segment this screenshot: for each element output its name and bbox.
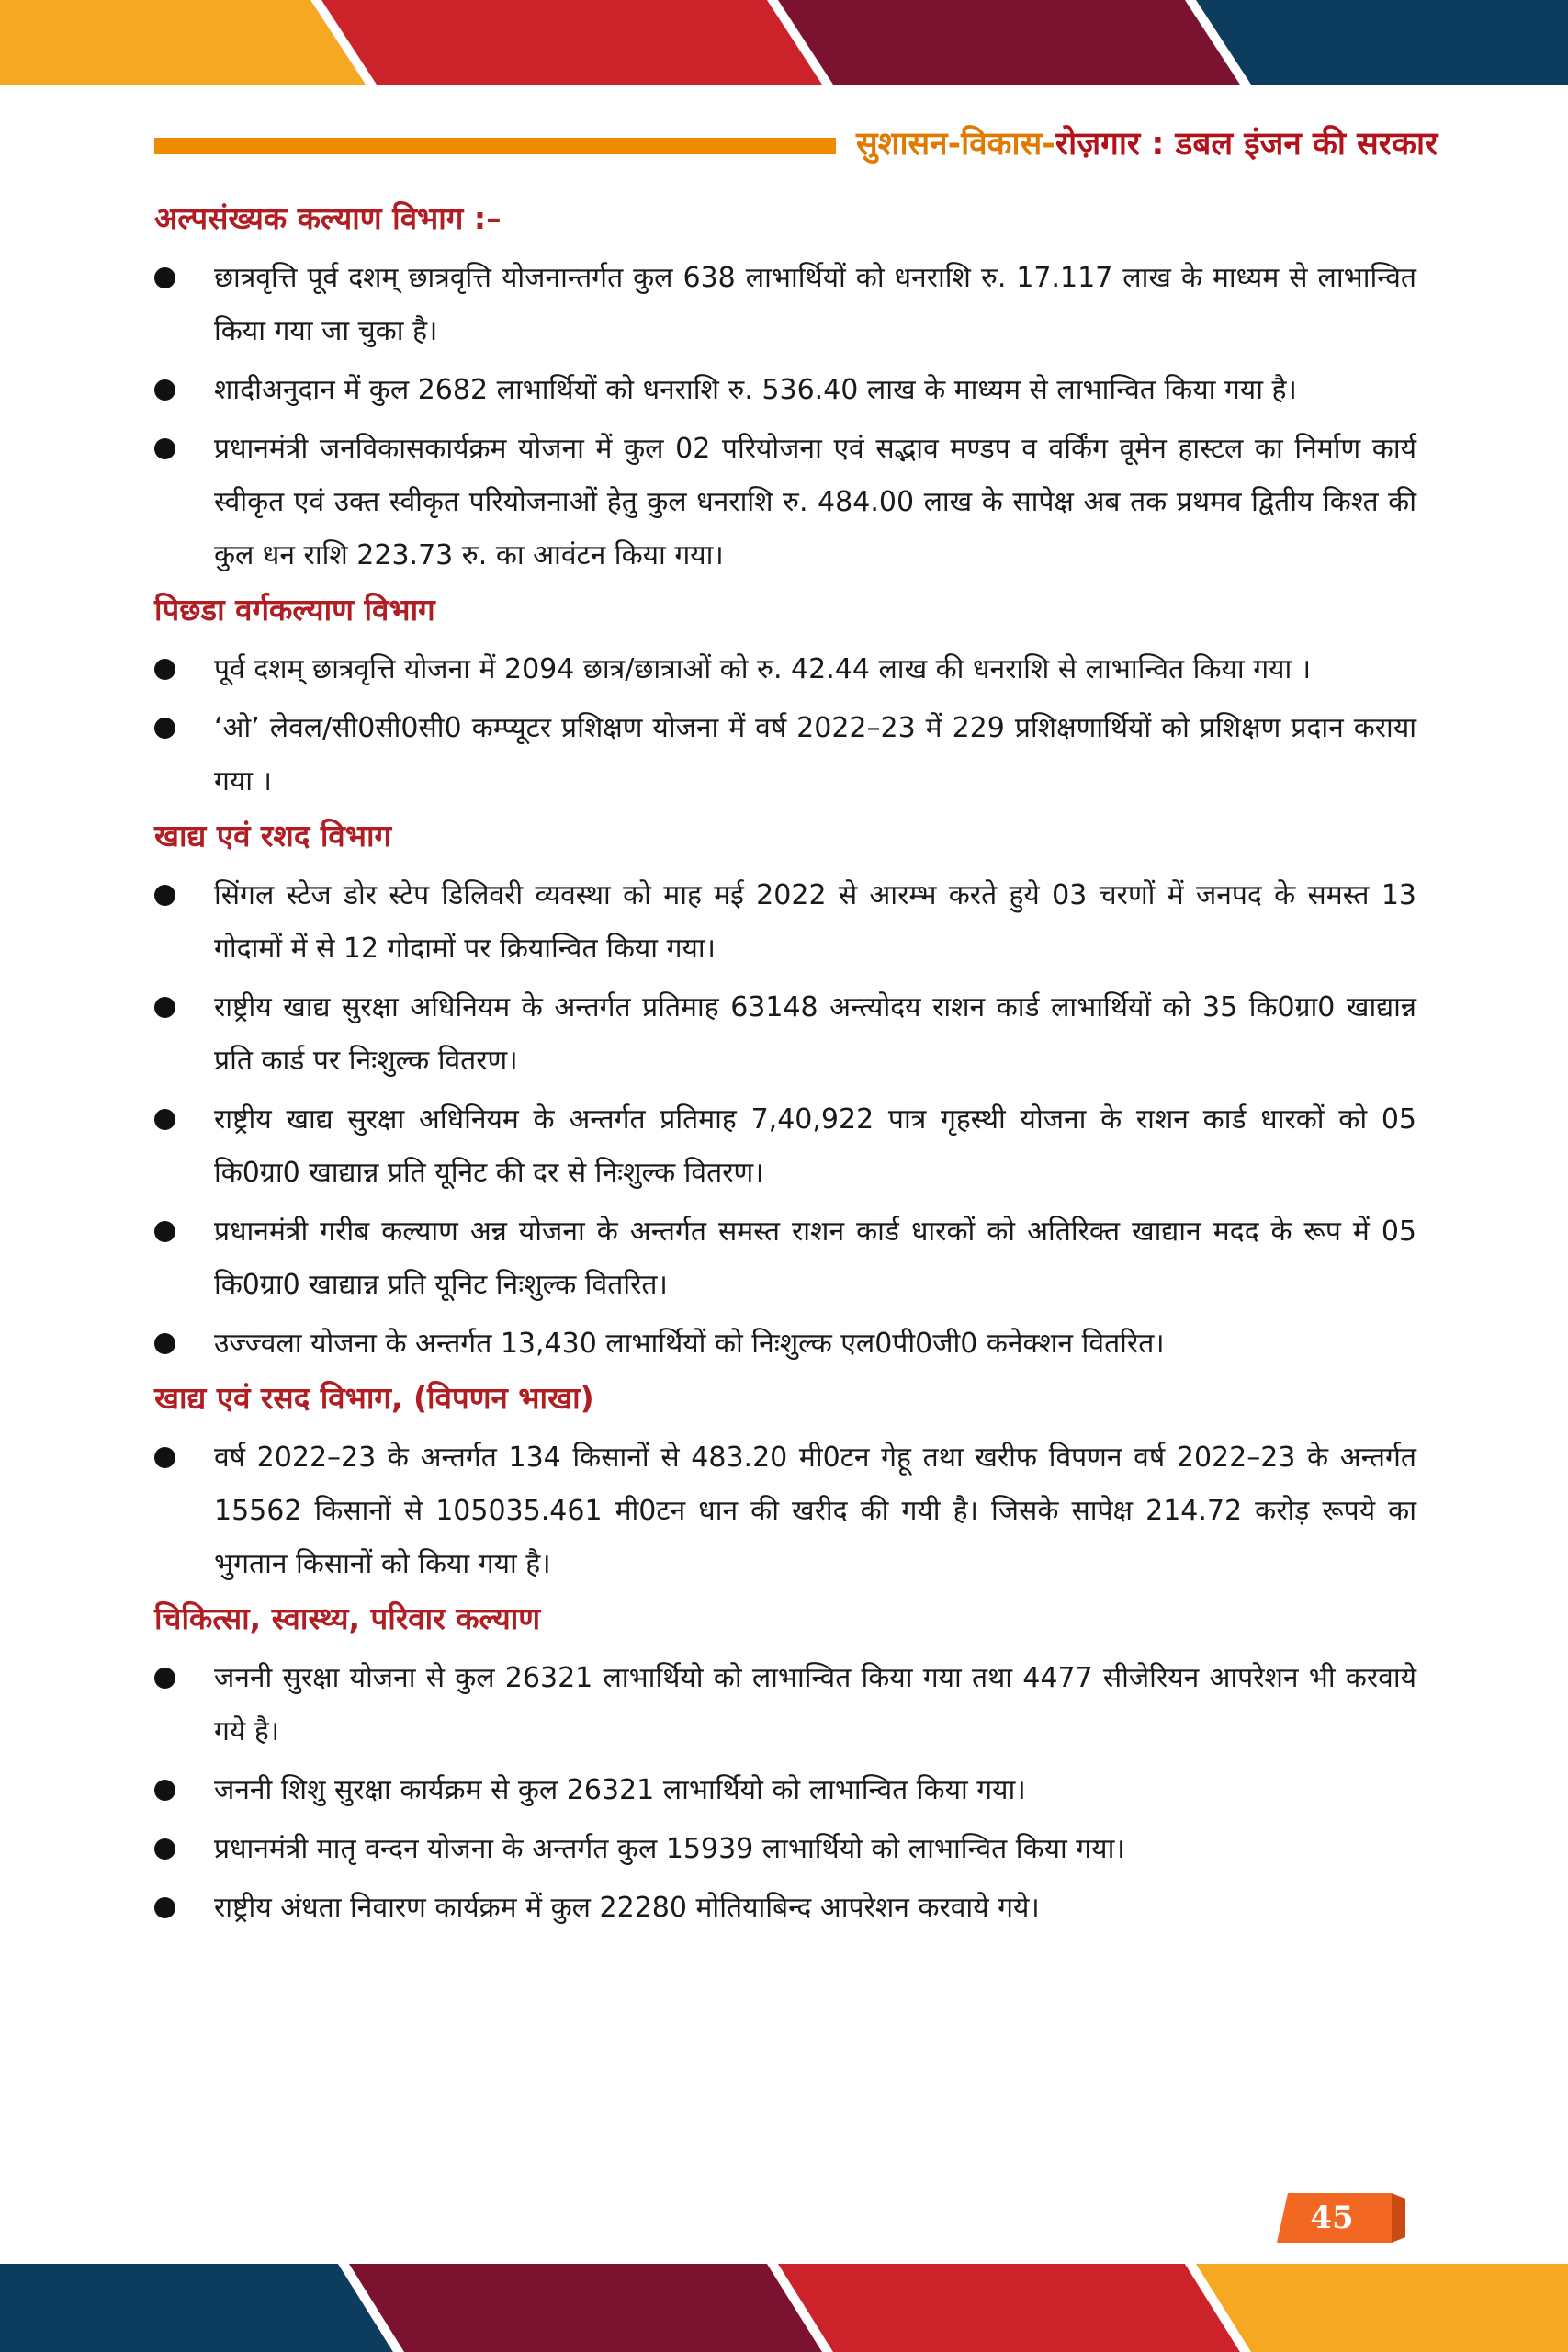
bullet-list — [154, 869, 1416, 1371]
bullet-icon — [154, 267, 175, 288]
list-item — [154, 869, 1416, 976]
bullet-icon — [154, 1447, 175, 1468]
bottom-decorative-band — [0, 2264, 1568, 2352]
list-item-text: पूर्व दशम् छात्रवृत्ति योजना में 2094 छात्र/छात्राओं को रु. 42.44 लाख की धनराशि से लाभान्वित किया गया । — [214, 653, 1312, 685]
list-item-text: राष्ट्रीय खाद्य सुरक्षा अधिनियम के अन्तर्गत प्रतिमाह 7,40,922 पात्र गृहस्थी योजना के राशन कार्ड धारकों को 05 कि0ग्रा0 खाद्यान्न प्रति यूनिट की दर से निःशुल्क वितरण। — [214, 1103, 1416, 1189]
section-minority-welfare — [154, 198, 1416, 582]
list-item-text: प्रधानमंत्री मातृ वन्दन योजना के अन्तर्गत कुल 15939 लाभार्थियो को लाभान्वित किया गया। — [214, 1833, 1125, 1865]
bullet-list — [154, 1652, 1416, 1935]
header-rule — [154, 138, 836, 154]
band-navy — [0, 2264, 393, 2352]
list-item-text: छात्रवृत्ति पूर्व दशम् छात्रवृत्ति योजनान्तर्गत कुल 638 लाभार्थियों को धनराशि रु. 17.117 लाख के माध्यम से लाभान्वित किया गया जा चुका है। — [214, 262, 1416, 347]
list-item — [154, 643, 1416, 696]
bullet-icon — [154, 997, 175, 1018]
bullet-icon — [154, 1333, 175, 1354]
list-item — [154, 702, 1416, 808]
bullet-icon — [154, 1109, 175, 1130]
header-title-part-3: रोज़गार : डबल इंजन की सरकार — [1055, 126, 1438, 163]
list-item — [154, 423, 1416, 582]
section-heading: खाद्य एवं रशद विभाग — [154, 818, 392, 854]
section-heading: पिछडा वर्गकल्याण विभाग — [154, 592, 435, 628]
band-maroon — [767, 0, 1240, 85]
bullet-icon — [154, 718, 175, 739]
bullet-icon — [154, 1897, 175, 1918]
header-title-part-1: सुशासन- — [856, 126, 962, 163]
list-item-text: प्रधानमंत्री गरीब कल्याण अन्न योजना के अन्तर्गत समस्त राशन कार्ड धारकों को अतिरिक्त खाद्यान मदद के रूप में 05 कि0ग्रा0 खाद्यान्न प्रति यूनिट निःशुल्क वितरित। — [214, 1216, 1416, 1301]
section-food-supply — [154, 816, 1416, 1371]
bullet-icon — [154, 1221, 175, 1242]
list-item-text: जननी सुरक्षा योजना से कुल 26321 लाभार्थियो को लाभान्वित किया गया तथा 4477 सीजेरियन आपरेशन भी करवाये गये है। — [214, 1662, 1416, 1747]
page-number: 45 — [1310, 2199, 1354, 2236]
section-heading: अल्पसंख्यक कल्याण विभाग :– — [154, 200, 502, 236]
list-item-text: प्रधानमंत्री जनविकासकार्यक्रम योजना में कुल 02 परियोजना एवं सद्भाव मण्डप व वर्किंग वूमेन हास्टल का निर्माण कार्य स्वीकृत एवं उक्त स्वीकृत परियोजनाओं हेतु कुल धनराशि रु. 484.00 लाख के सापेक्ष अब तक प्रथमव द्वितीय किश्त की कुल धन राशि 223.73 रु. का आवंटन किया गया। — [214, 433, 1416, 571]
list-item — [154, 252, 1416, 358]
list-item — [154, 1093, 1416, 1200]
list-item — [154, 364, 1416, 417]
header-title — [856, 121, 1438, 167]
list-item-text: जननी शिशु सुरक्षा कार्यक्रम से कुल 26321 लाभार्थियो को लाभान्वित किया गया। — [214, 1774, 1026, 1806]
bullet-list — [154, 643, 1416, 808]
list-item-text: उज्ज्वला योजना के अन्तर्गत 13,430 लाभार्थियों को निःशुल्क एल0पी0जी0 कनेक्शन वितरित। — [214, 1328, 1165, 1360]
section-heading: चिकित्सा, स्वास्थ्य, परिवार कल्याण — [154, 1600, 541, 1636]
band-yellow — [0, 0, 366, 85]
list-item-text: राष्ट्रीय अंधता निवारण कार्यक्रम में कुल 22280 मोतियाबिन्द आपरेशन करवाये गये। — [214, 1892, 1040, 1924]
list-item — [154, 1882, 1416, 1935]
section-backward-class-welfare — [154, 590, 1416, 808]
list-item-text: वर्ष 2022–23 के अन्तर्गत 134 किसानों से 483.20 मी0टन गेहू तथा खरीफ विपणन वर्ष 2022–23 के अन्तर्गत 15562 किसानों से 105035.461 मी0टन धान की खरीद की गयी है। जिसके सापेक्ष 214.72 करोड़ रूपये का भुगतान किसानों को किया गया है। — [214, 1442, 1416, 1580]
bullet-icon — [154, 379, 175, 401]
header-title-part-2: विकास- — [961, 126, 1055, 163]
band-red — [767, 2264, 1240, 2352]
bullet-list — [154, 252, 1416, 582]
bullet-list — [154, 1431, 1416, 1591]
bullet-icon — [154, 1780, 175, 1801]
list-item-text: ‘ओ’ लेवल/सी0सी0सी0 कम्प्यूटर प्रशिक्षण योजना में वर्ष 2022–23 में 229 प्रशिक्षणार्थियों को प्रशिक्षण प्रदान कराया गया । — [214, 712, 1416, 797]
bullet-icon — [154, 438, 175, 459]
main-content — [154, 198, 1416, 1935]
list-item-text: सिंगल स्टेज डोर स्टेप डिलिवरी व्यवस्था को माह मई 2022 से आरम्भ करते हुये 03 चरणों में जनपद के समस्त 13 गोदामों में से 12 गोदामों पर क्रियान्वित किया गया। — [214, 879, 1416, 965]
list-item-text: राष्ट्रीय खाद्य सुरक्षा अधिनियम के अन्तर्गत प्रतिमाह 63148 अन्त्योदय राशन कार्ड लाभार्थियों को 35 कि0ग्रा0 खाद्यान्न प्रति कार्ड पर निःशुल्क वितरण। — [214, 991, 1416, 1077]
bullet-icon — [154, 1838, 175, 1860]
section-health-family-welfare — [154, 1599, 1416, 1935]
bullet-icon — [154, 659, 175, 680]
band-red — [310, 0, 822, 85]
page-number-badge — [1277, 2193, 1405, 2243]
list-item-text: शादीअनुदान में कुल 2682 लाभार्थियों को धनराशि रु. 536.40 लाख के माध्यम से लाभान्वित किया गया है। — [214, 374, 1297, 406]
top-decorative-band — [0, 0, 1568, 85]
bullet-icon — [154, 1668, 175, 1689]
section-heading: खाद्य एवं रसद विभाग, (विपणन भाखा) — [154, 1380, 594, 1416]
list-item — [154, 1764, 1416, 1817]
list-item — [154, 1205, 1416, 1312]
list-item — [154, 1652, 1416, 1758]
list-item — [154, 1823, 1416, 1876]
section-food-marketing — [154, 1378, 1416, 1591]
list-item — [154, 1317, 1416, 1371]
band-maroon — [338, 2264, 822, 2352]
list-item — [154, 981, 1416, 1088]
list-item — [154, 1431, 1416, 1591]
bullet-icon — [154, 885, 175, 906]
